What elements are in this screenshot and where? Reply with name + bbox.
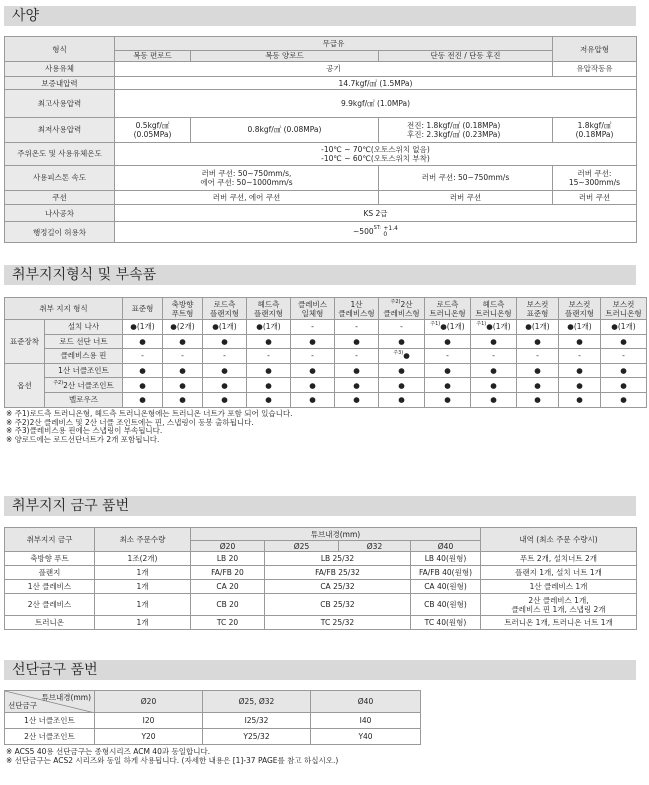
bracket-row [5,616,637,630]
mount-col-5: 1산 클레비스형 [335,298,379,320]
row-label-min-pressure: 최저사용압력 [5,117,115,142]
tip-bore-20: Ø20 [95,691,203,713]
bracket-detail: 1산 클레비스 1개 [481,580,637,594]
mount-cell: - [203,349,247,364]
bracket-detail: 2산 클레비스 1개, 클레비스 핀 1개, 스냅링 2개 [481,594,637,616]
mount-note-2: ※ 주2)2산 클레비스 및 2산 너클 조인트에는 핀, 스냅링이 동봉 출하됩니다. [6,417,254,427]
tip-value: Y20 [95,729,203,745]
mount-note-4: ※ 양로드에는 로드선단너트가 2개 포함됩니다. [6,434,160,444]
section-title-bracket: 취부지지 금구 품번 [4,496,636,516]
fluid-oil: 유압작동유 [553,62,637,77]
mount-cell: $^{주3)}$● [379,349,425,364]
bracket-bore-32: Ø32 [339,541,411,552]
mount-cell: ●(1개) [559,320,601,335]
mount-cell: - [559,349,601,364]
bracket-d20: FA/FB 20 [191,566,265,580]
bracket-head-minq: 최소 주문수량 [95,528,191,552]
bracket-d20: CB 20 [191,594,265,616]
tip-value: Y40 [311,729,421,745]
speed-c: 러버 쿠션: 15~300mm/s [553,165,637,190]
mount-cell: ● [471,363,517,378]
mount-cell: ●(1개) [601,320,647,335]
mount-cell: ● [425,334,471,349]
mount-row-label: 1산 너클조인트 [45,363,123,378]
mount-cell: ● [247,334,291,349]
mount-cell: - [335,320,379,335]
mount-note-1: ※ 주1)로드측 트러니온형, 헤드측 트러니온형에는 트러니온 너트가 포함 되어 있습니다. [6,409,293,418]
mount-cell: ● [163,378,203,393]
mount-head-first: 취부 지지 형식 [5,298,123,320]
mount-cell: ● [517,363,559,378]
bracket-name: 축방향 푸트 [5,552,95,566]
mount-col-6: $^{주2)}$2산 클레비스형 [379,298,425,320]
mount-cell: ● [379,363,425,378]
bracket-row [5,594,637,616]
bracket-d20: LB 20 [191,552,265,566]
mount-cell: ● [559,334,601,349]
mount-cell: ●(1개) [247,320,291,335]
row-label-speed: 사용피스톤 속도 [5,165,115,190]
mount-col-1: 축방향 푸트형 [163,298,203,320]
mount-col-2: 로드측 플랜지형 [203,298,247,320]
bracket-name: 2산 클레비스 [5,594,95,616]
mount-cell: ● [291,378,335,393]
mount-cell: ● [601,363,647,378]
mount-cell: ● [203,363,247,378]
max-pressure-value: 9.9kgf/㎠ (1.0MPa) [115,90,637,117]
tip-name: 1산 너클조인트 [5,713,95,729]
mount-cell: - [471,349,517,364]
tip-head-bore: 튜브내경(mm) [41,693,91,702]
mount-cell: ● [291,334,335,349]
bracket-d20: TC 20 [191,616,265,630]
bracket-d20: CA 20 [191,580,265,594]
mount-cell: ● [123,392,163,407]
mount-cell: $^{주1)}$●(1개) [471,320,517,335]
mount-col-3: 헤드측 플랜지형 [247,298,291,320]
mount-cell: ● [517,334,559,349]
mount-notes [6,410,293,444]
speed-b: 러버 쿠션: 50~750mm/s [379,165,553,190]
mount-cell: ● [335,378,379,393]
mount-cell: ● [601,334,647,349]
mount-table [4,297,647,408]
bracket-bore-20: Ø20 [191,541,265,552]
mount-cell: ● [163,392,203,407]
mount-cell: ● [425,378,471,393]
mount-cell: - [163,349,203,364]
spec-table [4,36,637,243]
mount-col-4: 클레비스 일체형 [291,298,335,320]
mount-note-3: ※ 주3)클레비스용 핀에는 스냅링이 부속됩니다. [6,426,163,436]
bracket-qty: 1개 [95,616,191,630]
bracket-head-type: 취부지지 금구 [5,528,95,552]
mount-cell: ● [425,392,471,407]
col-low-hydraulic: 저유압형 [553,37,637,62]
mount-cell: $^{주1)}$●(1개) [425,320,471,335]
bracket-bore-40: Ø40 [411,541,481,552]
min-pressure-a: 0.5kgf/㎠ (0.05MPa) [115,117,191,142]
temperature-value: -10℃ ~ 70℃(오토스위치 없음) -10℃ ~ 60℃(오토스위치 부착) [115,142,637,165]
min-pressure-c: 전진: 1.8kgf/㎠ (0.18MPa) 후진: 2.3kgf/㎠ (0.23MPa) [379,117,553,142]
mount-col-10: 보스컷 플랜지형 [559,298,601,320]
row-label-proof: 보증내압력 [5,76,115,90]
tip-row [5,713,421,729]
mount-row-label: $^{주2)}$2산 너클조인트 [45,378,123,393]
mount-col-9: 보스컷 표준형 [517,298,559,320]
row-label-thread: 나사공차 [5,205,115,222]
stroke-value: $\sim 500^{ST:}$ +1.4 0 [115,222,637,243]
mount-cell: ● [379,378,425,393]
mount-cell: ● [123,363,163,378]
mount-cell: ● [291,363,335,378]
bracket-d2532: TC 25/32 [265,616,411,630]
mount-cell: ● [123,334,163,349]
bracket-detail: 푸트 2개, 설치너트 2개 [481,552,637,566]
mount-cell: ● [425,363,471,378]
mount-cell: ● [379,392,425,407]
mount-cell: ● [203,334,247,349]
mount-cell: ● [335,392,379,407]
cushion-c: 러버 쿠션 [553,190,637,205]
bracket-d2532: CB 25/32 [265,594,411,616]
bracket-name: 트러니온 [5,616,95,630]
bracket-d40: LB 40(원형) [411,552,481,566]
tip-head-corner [5,691,95,713]
mount-cell: ●(2개) [163,320,203,335]
speed-a: 러버 쿠션: 50~750mm/s, 에어 쿠션: 50~1000mm/s [115,165,379,190]
col-double-rod: 복동 양로드 [191,50,379,62]
bracket-qty: 1개 [95,580,191,594]
mount-cell: - [601,349,647,364]
min-pressure-d: 1.8kgf/㎠ (0.18MPa) [553,117,637,142]
bracket-d40: FA/FB 40(원형) [411,566,481,580]
section-title-spec: 사양 [4,6,636,26]
row-label-stroke: 행정길이 허용차 [5,222,115,243]
bracket-d40: CA 40(원형) [411,580,481,594]
mount-cell: ● [247,363,291,378]
mount-cell: ●(1개) [517,320,559,335]
row-label-temperature: 주위온도 및 사용유체온도 [5,142,115,165]
mount-cell: ● [559,378,601,393]
bracket-d2532: FA/FB 25/32 [265,566,411,580]
mount-cell: ● [379,334,425,349]
mount-cell: ● [601,392,647,407]
bracket-detail: 플랜지 1개, 설치 너트 1개 [481,566,637,580]
bracket-qty: 1개 [95,566,191,580]
tip-bore-2532: Ø25, Ø32 [203,691,311,713]
mount-cell: ● [517,378,559,393]
bracket-name: 1산 클레비스 [5,580,95,594]
mount-cell: ● [471,378,517,393]
mount-cell: ● [247,392,291,407]
mount-row-label: 로드 선단 너트 [45,334,123,349]
mount-cell: ● [471,392,517,407]
section-title-tip: 선단금구 품번 [4,660,636,680]
mount-cell: ● [163,363,203,378]
mount-cell: ●(1개) [203,320,247,335]
mount-cell: - [335,349,379,364]
bracket-d40: TC 40(원형) [411,616,481,630]
mount-cell: ● [471,334,517,349]
cushion-a: 러버 쿠션, 에어 쿠션 [115,190,379,205]
row-label-max-pressure: 최고사용압력 [5,90,115,117]
bracket-name: 플랜지 [5,566,95,580]
row-label-cushion: 쿠션 [5,190,115,205]
mount-cell: ● [203,392,247,407]
bracket-table [4,527,637,630]
col-single-rod: 복동 편로드 [115,50,191,62]
fluid-air: 공기 [115,62,553,77]
mount-cell: - [123,349,163,364]
col-type: 형식 [5,37,115,62]
tip-note-2: ※ 선단금구는 ACS2 시리즈와 동일 하게 사용됩니다. (자세한 내용은 [1]-37 PAGE를 참고 하십시오.) [6,755,339,765]
tip-value: I40 [311,713,421,729]
tip-notes [6,748,338,765]
tip-table [4,690,421,745]
mount-cell: - [291,349,335,364]
mount-cell: - [425,349,471,364]
bracket-bore-25: Ø25 [265,541,339,552]
mount-cell: ●(1개) [123,320,163,335]
mount-cell: - [517,349,559,364]
tip-value: I20 [95,713,203,729]
bracket-d2532: CA 25/32 [265,580,411,594]
bracket-d40: CB 40(원형) [411,594,481,616]
tip-head-tip: 선단금구 [8,701,37,710]
min-pressure-b: 0.8kgf/㎠ (0.08MPa) [191,117,379,142]
col-single-acting: 단동 전진 / 단동 후진 [379,50,553,62]
bracket-row [5,552,637,566]
tip-value: I25/32 [203,713,311,729]
cushion-b: 러버 쿠션 [379,190,553,205]
tip-name: 2산 너클조인트 [5,729,95,745]
mount-col-0: 표준형 [123,298,163,320]
mount-cell: ● [247,378,291,393]
bracket-row [5,580,637,594]
tip-value: Y25/32 [203,729,311,745]
mount-cell: ● [291,392,335,407]
mount-row-label: 벨로우즈 [45,392,123,407]
mount-cell: - [379,320,425,335]
group-standard: 표준장착 [5,320,45,364]
mount-cell: - [247,349,291,364]
mount-cell: ● [559,392,601,407]
mount-col-7: 로드측 트러니온형 [425,298,471,320]
mount-cell: ● [601,378,647,393]
mount-cell: ● [163,334,203,349]
mount-cell: ● [335,334,379,349]
mount-col-11: 보스컷 트러니온형 [601,298,647,320]
mount-cell: - [291,320,335,335]
bracket-row [5,566,637,580]
bracket-head-detail: 내역 (최소 주문 수량시) [481,528,637,552]
mount-cell: ● [559,363,601,378]
tip-note-1: ※ ACS5 40용 선단금구는 종형시리즈 ACM 40과 동일합니다. [6,747,211,756]
tip-row [5,729,421,745]
mount-col-8: 헤드측 트러니온형 [471,298,517,320]
mount-cell: ● [203,378,247,393]
bracket-head-bore: 튜브내경(mm) [191,528,481,541]
mount-row-label: 클레비스용 핀 [45,349,123,364]
proof-value: 14.7kgf/㎠ (1.5MPa) [115,76,637,90]
bracket-d2532: LB 25/32 [265,552,411,566]
row-label-fluid: 사용유체 [5,62,115,77]
thread-value: KS 2급 [115,205,637,222]
group-option: 옵션 [5,363,45,407]
mount-cell: ● [335,363,379,378]
bracket-qty: 1조(2개) [95,552,191,566]
section-title-mount: 취부지지형식 및 부속품 [4,265,636,285]
mount-row-label: 설치 나사 [45,320,123,335]
bracket-qty: 1개 [95,594,191,616]
col-oil-free: 무급유 [115,37,553,51]
mount-cell: ● [123,378,163,393]
tip-bore-40: Ø40 [311,691,421,713]
mount-cell: ● [517,392,559,407]
bracket-detail: 트러니온 1개, 트러니온 너트 1개 [481,616,637,630]
